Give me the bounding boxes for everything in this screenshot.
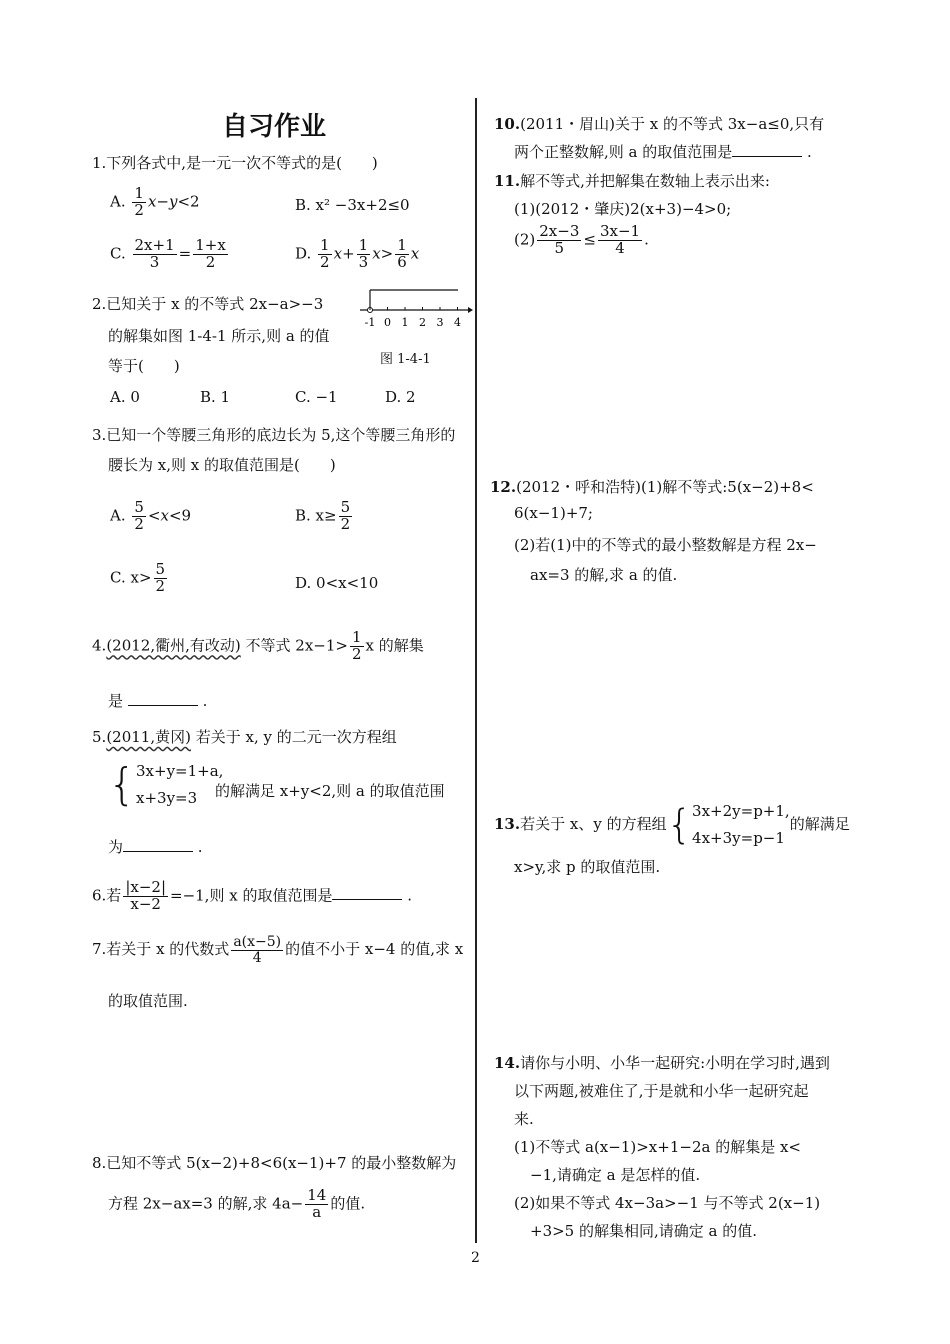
q13-line2: x>y,求 p 的取值范围. xyxy=(514,858,661,876)
q12-line3: (2)若(1)中的不等式的最小整数解是方程 2x− xyxy=(514,536,817,554)
q2-option-d: D. 2 xyxy=(385,388,416,406)
page-number: 2 xyxy=(471,1250,480,1266)
q5-line1: 5.(2011,黄冈) 若关于 x, y 的二元一次方程组 xyxy=(92,728,397,746)
number-line-tick-label: 2 xyxy=(419,316,426,329)
q11-line1: 11.解不等式,并把解集在数轴上表示出来: xyxy=(494,172,770,190)
q1-option-c: C. $\frac{2x+1}{3}$ = $\frac{1+x}{2}$ xyxy=(110,236,226,271)
q3-line2: 腰长为 x,则 x 的取值范围是( ) xyxy=(108,456,336,474)
q14-part2a: (2)如果不等式 4x−3a>−1 与不等式 2(x−1) xyxy=(514,1194,821,1212)
number-line-tick-label: 4 xyxy=(454,316,461,329)
q4-answer-blank[interactable] xyxy=(128,691,198,706)
column-divider xyxy=(475,98,477,1243)
number-line-tick-label: 1 xyxy=(401,316,409,329)
q2-line2: 的解集如图 1-4-1 所示,则 a 的值 xyxy=(108,327,330,345)
q8-line2: 方程 2x−ax=3 的解,求 4a− $\frac{14}{a}$ 的值. xyxy=(108,1186,366,1221)
q5-answer-blank[interactable] xyxy=(123,837,193,852)
q11-part2: (2) $\frac{2x-3}{5}$ ≤ $\frac{3x-1}{4}$ . xyxy=(514,222,649,257)
q7-line1: 7.若关于 x 的代数式 $\frac{a(x-5)}{4}$ 的值不小于 x−4 的值,求 x xyxy=(92,934,464,966)
q2-option-b: B. 1 xyxy=(200,388,231,406)
q3-option-a: A. $\frac{5}{2}$ <x<9 xyxy=(110,498,192,533)
q10-line2: 两个正整数解,则 a 的取值范围是 . xyxy=(514,143,812,161)
q6: 6.若 $\frac{|x-2|}{x-2}$ =−1,则 x 的取值范围是 . xyxy=(92,878,412,913)
q2-option-a: A. 0 xyxy=(110,388,140,406)
q3-option-c: C. x> $\frac{5}{2}$ xyxy=(110,560,166,595)
q1-option-a: A. $\frac{1}{2}$ x−y<2 xyxy=(110,184,200,219)
q7-line2: 的取值范围. xyxy=(108,992,188,1010)
q6-answer-blank[interactable] xyxy=(332,885,402,900)
q11-part1: (1)(2012・肇庆)2(x+3)−4>0; xyxy=(514,200,732,218)
q4-line1: 4.(2012,衢州,有改动) 不等式 2x−1> $\frac{1}{2}$ x 的解集 xyxy=(92,628,424,663)
q1-option-b: B. x² −3x+2≤0 xyxy=(295,196,410,214)
q1-stem: 1.下列各式中,是一元一次不等式的是( ) xyxy=(92,154,378,172)
q12-line2: 6(x−1)+7; xyxy=(514,504,593,522)
q5-system: {3x+y=1+a, x+3y=3 xyxy=(108,759,224,810)
q1-option-d: D. $\frac{1}{2}$ x+ $\frac{1}{3}$ x> $\frac{1}{6}$ x xyxy=(295,236,420,271)
q14-part2b: +3>5 的解集相同,请确定 a 的值. xyxy=(530,1222,758,1240)
q8-line1: 8.已知不等式 5(x−2)+8<6(x−1)+7 的最小整数解为 xyxy=(92,1154,457,1172)
number-line-figure xyxy=(358,282,473,332)
q4-line2: 是 . xyxy=(108,692,208,710)
q2-line3: 等于( ) xyxy=(108,357,180,375)
number-line-tick-label: 0 xyxy=(384,316,391,329)
q14-line3: 来. xyxy=(514,1110,534,1128)
q3-option-b: B. x≥ $\frac{5}{2}$ xyxy=(295,498,351,533)
page-title: 自习作业 xyxy=(222,112,327,142)
q5-line3: 为 . xyxy=(108,838,203,856)
q12-line1: 12.(2012・呼和浩特)(1)解不等式:5(x−2)+8< xyxy=(490,478,814,496)
number-line-tick-label: 3 xyxy=(436,316,444,329)
q2-line1: 2.已知关于 x 的不等式 2x−a>−3 xyxy=(92,295,324,313)
q5-condition: 的解满足 x+y<2,则 a 的取值范围 xyxy=(215,782,445,800)
q2-option-c: C. −1 xyxy=(295,388,338,406)
q10-answer-blank[interactable] xyxy=(732,142,802,157)
q10-line1: 10.(2011・眉山)关于 x 的不等式 3x−a≤0,只有 xyxy=(494,115,825,133)
number-line-tick-label: -1 xyxy=(364,316,376,329)
q14-line1: 14.请你与小明、小华一起研究:小明在学习时,遇到 xyxy=(494,1054,830,1072)
q12-line4: ax=3 的解,求 a 的值. xyxy=(530,566,678,584)
q14-line2: 以下两题,被难住了,于是就和小华一起研究起 xyxy=(514,1082,809,1100)
q14-part1b: −1,请确定 a 是怎样的值. xyxy=(530,1166,701,1184)
q3-line1: 3.已知一个等腰三角形的底边长为 5,这个等腰三角形的 xyxy=(92,426,456,444)
q3-option-d: D. 0<x<10 xyxy=(295,574,379,592)
q14-part1a: (1)不等式 a(x−1)>x+1−2a 的解集是 x< xyxy=(514,1138,801,1156)
figure-caption: 图 1-4-1 xyxy=(380,352,431,367)
q13-line1: 13.若关于 x、y 的方程组{3x+2y=p+1, 4x+3y=p−1的解满足 xyxy=(494,802,850,848)
